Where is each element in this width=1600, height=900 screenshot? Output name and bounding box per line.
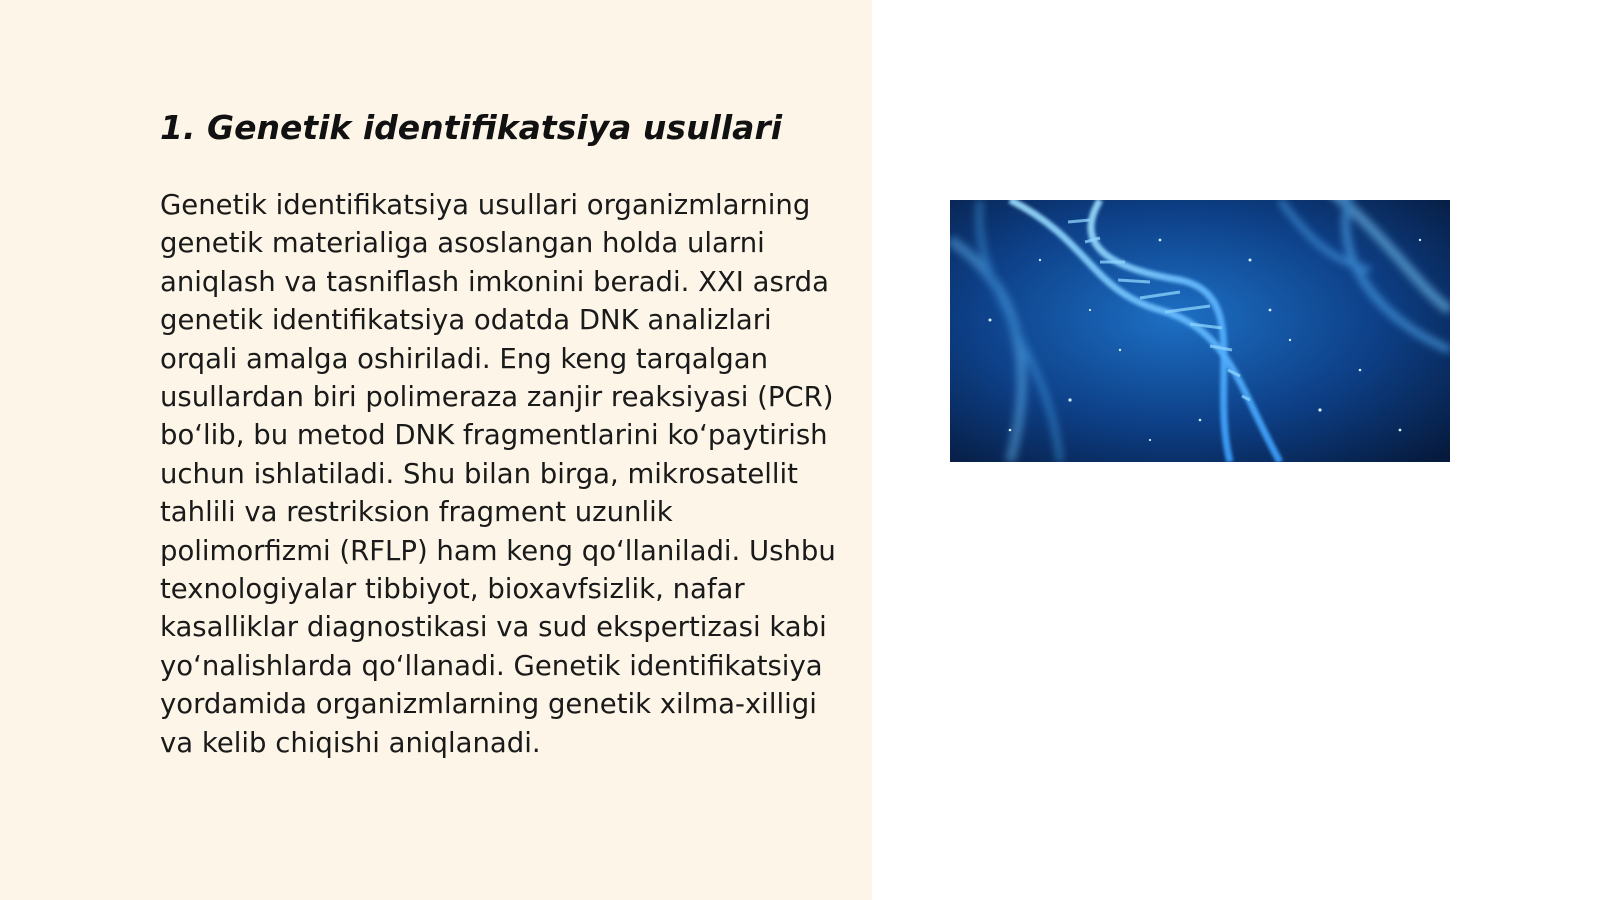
- dna-helix-image: [950, 200, 1450, 462]
- dna-illustration: [950, 200, 1450, 462]
- slide-body-text: Genetik identifikatsiya usullari organizmlarning genetik materialiga asoslangan holda ularni aniqlash va tasniflash imkonini beradi. XXI asrda genetik identifikatsiya odatda DNK analizlari orqali amalga oshiriladi. Eng keng tarqalgan usullardan biri polimeraza zanjir reaksiyasi (PCR) bo‘lib, bu metod DNK fragmentlarini ko‘paytirish uchun ishlatiladi. Shu bilan birga, mikrosatellit tahlili va restriksion fragment uzunlik polimorfizmi (RFLP) ham keng qo‘llaniladi. Ushbu texnologiyalar tibbiyot, bioxavfsizlik, nafar kasalliklar diagnostikasi va sud ekspertizasi kabi yo‘nalishlarda qo‘llanadi. Genetik identifikatsiya yordamida organizmlarning genetik xilma-xilligi va kelib chiqishi aniqlanadi.: [160, 189, 836, 759]
- slide-title: 1. Genetik identifikatsiya usullari: [160, 108, 783, 147]
